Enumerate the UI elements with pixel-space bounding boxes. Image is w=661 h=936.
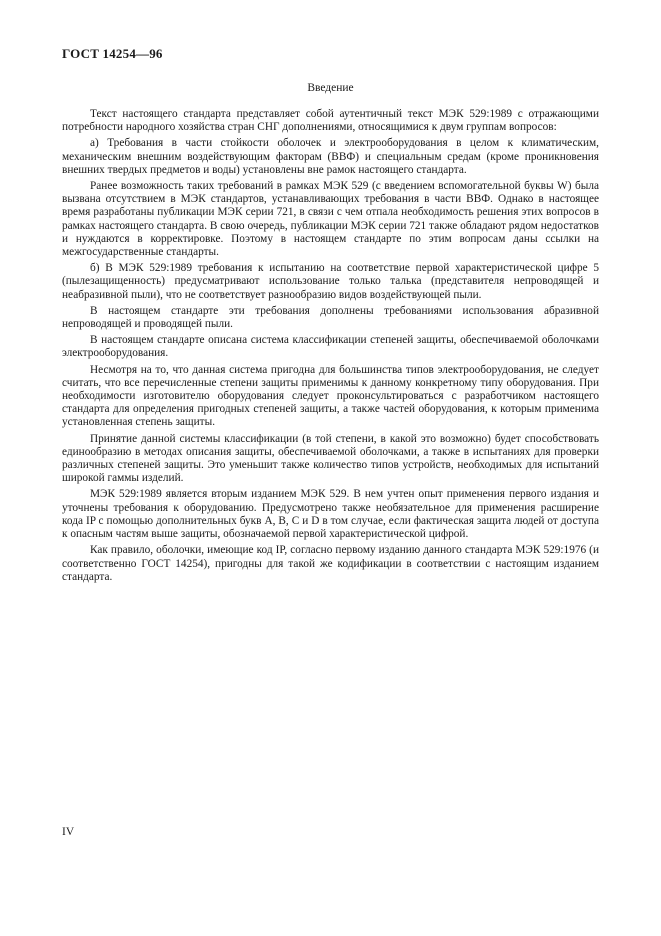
page-number: IV — [62, 826, 75, 838]
section-title: Введение — [307, 82, 354, 94]
paragraph: МЭК 529:1989 является вторым изданием МЭК 529. В нем учтен опыт применения первого издания и уточнены требования к оборудованию. Предусмотрено также необязательное для применения расширение кода IP с помощью дополнительных букв А, В, С и D в том случае, если фактическая защита людей от доступа к опасным частям выше защиты, обозначаемой первой характеристической цифрой. — [62, 488, 599, 541]
paragraph: Принятие данной системы классификации (в той степени, в какой это возможно) будет способствовать единообразию в методах описания защиты, обеспечиваемой оболочками, а также в испытаниях для проверки различных степеней защиты. Это уменьшит также количество типов устройств, необходимых для испытаний широкой гаммы изделий. — [62, 432, 599, 485]
paragraph: Как правило, оболочки, имеющие код IP, согласно первому изданию данного стандарта МЭК 529:1976 (и соответственно ГОСТ 14254), пригодны для такой же кодификации в соответствии с настоящим изданием стандарта. — [62, 544, 599, 583]
paragraph: Несмотря на то, что данная система пригодна для большинства типов электрооборудования, не следует считать, что все перечисленные степени защиты применимы к данному конкретному типу оборудования. При необходимости изготовителю оборудования следует проконсультироваться с разработчиком настоящего стандарта для определения пригодных степеней защиты, а также частей оборудования, к которым применима установленная степень защиты. — [62, 363, 599, 429]
paragraph: б) В МЭК 529:1989 требования к испытанию на соответствие первой характеристической цифре 5 (пылезащищенность) предусматривают использование только талька (представителя непроводящей и неабразивной пыли), что не соответствует разнообразию видов воздействующей пыли. — [62, 262, 599, 301]
paragraph: Текст настоящего стандарта представляет собой аутентичный текст МЭК 529:1989 с отражающими потребности народного хозяйства стран СНГ дополнениями, относящимися к двум группам вопросов: — [62, 108, 599, 134]
document-header: ГОСТ 14254—96 — [62, 46, 163, 61]
body-text — [62, 108, 599, 587]
paragraph: Ранее возможность таких требований в рамках МЭК 529 (с введением вспомогательной буквы W) была вызвана отсутствием в МЭК стандартов, устанавливающих требования в части ВВФ. Однако в настоящее время разработаны публикации МЭК серии 721, в связи с чем отпала необходимость решения этих вопросов в рамках настоящего стандарта. В свою очередь, публикации МЭК серии 721 также обладают рядом недостатков и нуждаются в корректировке. Поэтому в настоящем стандарте по этим вопросам даны ссылки на межгосударственные стандарты. — [62, 180, 599, 259]
paragraph: В настоящем стандарте эти требования дополнены требованиями использования абразивной непроводящей и проводящей пыли. — [62, 304, 599, 331]
paragraph: а) Требования в части стойкости оболочек и электрооборудования в целом к климатическим, механическим внешним воздействующим факторам (ВВФ) и специальным средам (кроме проникновения внешних твердых предметов и воды) установлены вне рамок настоящего стандарта. — [62, 137, 599, 176]
paragraph: В настоящем стандарте описана система классификации степеней защиты, обеспечиваемой оболочками электрооборудования. — [62, 334, 599, 360]
